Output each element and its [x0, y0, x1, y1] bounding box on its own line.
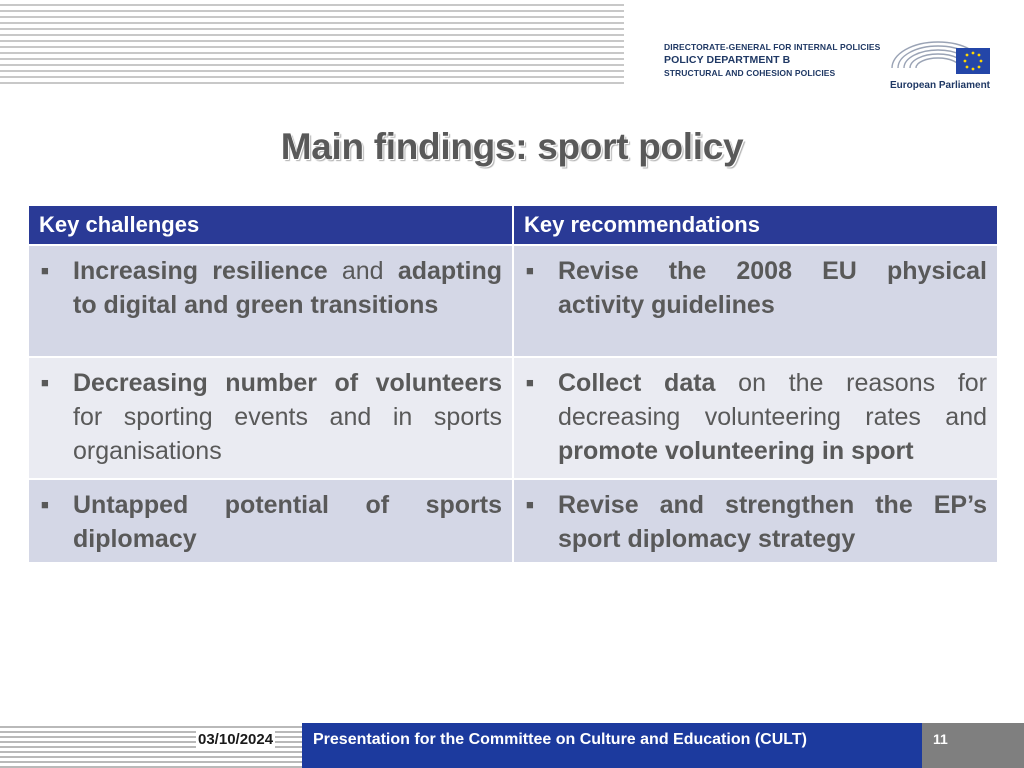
- european-parliament-label: European Parliament: [889, 80, 991, 91]
- footer-presentation-title: Presentation for the Committee on Culture and Education (CULT): [313, 731, 807, 748]
- challenge-text-bold: Untapped potential of sports diplomacy: [73, 491, 502, 553]
- recommendation-text-bold: promote volunteering in sport: [558, 437, 914, 465]
- recommendation-cell: [513, 245, 997, 357]
- bullet-icon: ■: [526, 263, 534, 278]
- findings-table: [29, 206, 997, 562]
- directorate-block: [664, 41, 881, 79]
- column-header-recommendations: Key recommendations: [513, 206, 997, 245]
- challenge-cell: [29, 357, 513, 479]
- directorate-name: DIRECTORATE-GENERAL FOR INTERNAL POLICIES: [664, 42, 881, 52]
- bullet-icon: ■: [41, 375, 49, 390]
- challenge-text: and: [327, 257, 398, 285]
- bullet-icon: ■: [526, 375, 534, 390]
- presentation-date: 03/10/2024: [198, 731, 274, 748]
- page-title: Main findings: sport policy: [280, 126, 744, 167]
- challenge-text: for sporting events and in sports organisations: [73, 403, 502, 465]
- challenge-cell: [29, 245, 513, 357]
- policy-area: STRUCTURAL AND COHESION POLICIES: [664, 68, 836, 78]
- recommendation-cell: [513, 479, 997, 562]
- recommendation-cell: [513, 357, 997, 479]
- recommendation-text-bold: Revise and strengthen the EP’s sport diplomacy strategy: [558, 491, 987, 553]
- table-row: [29, 245, 997, 357]
- column-header-challenges: Key challenges: [29, 206, 513, 245]
- recommendation-text: on the reasons for decreasing volunteering rates and: [558, 369, 987, 431]
- challenge-cell: [29, 479, 513, 562]
- challenge-text-bold: adapting to digital and green transitions: [73, 257, 502, 319]
- recommendation-text-bold: Collect data: [558, 369, 716, 397]
- challenge-text-bold: Increasing resilience: [73, 257, 328, 285]
- department-name: POLICY DEPARTMENT B: [664, 54, 791, 66]
- recommendation-text-bold: Revise the 2008 EU physical activity guidelines: [558, 257, 987, 319]
- header-stripes: [0, 0, 624, 86]
- bullet-icon: ■: [41, 263, 49, 278]
- bullet-icon: ■: [41, 497, 49, 512]
- page-number: 11: [933, 731, 948, 747]
- table-header-row: [29, 206, 997, 245]
- challenge-text-bold: Decreasing number of volunteers: [73, 369, 502, 397]
- table-row: [29, 357, 997, 479]
- table-row: [29, 479, 997, 562]
- bullet-icon: ■: [526, 497, 534, 512]
